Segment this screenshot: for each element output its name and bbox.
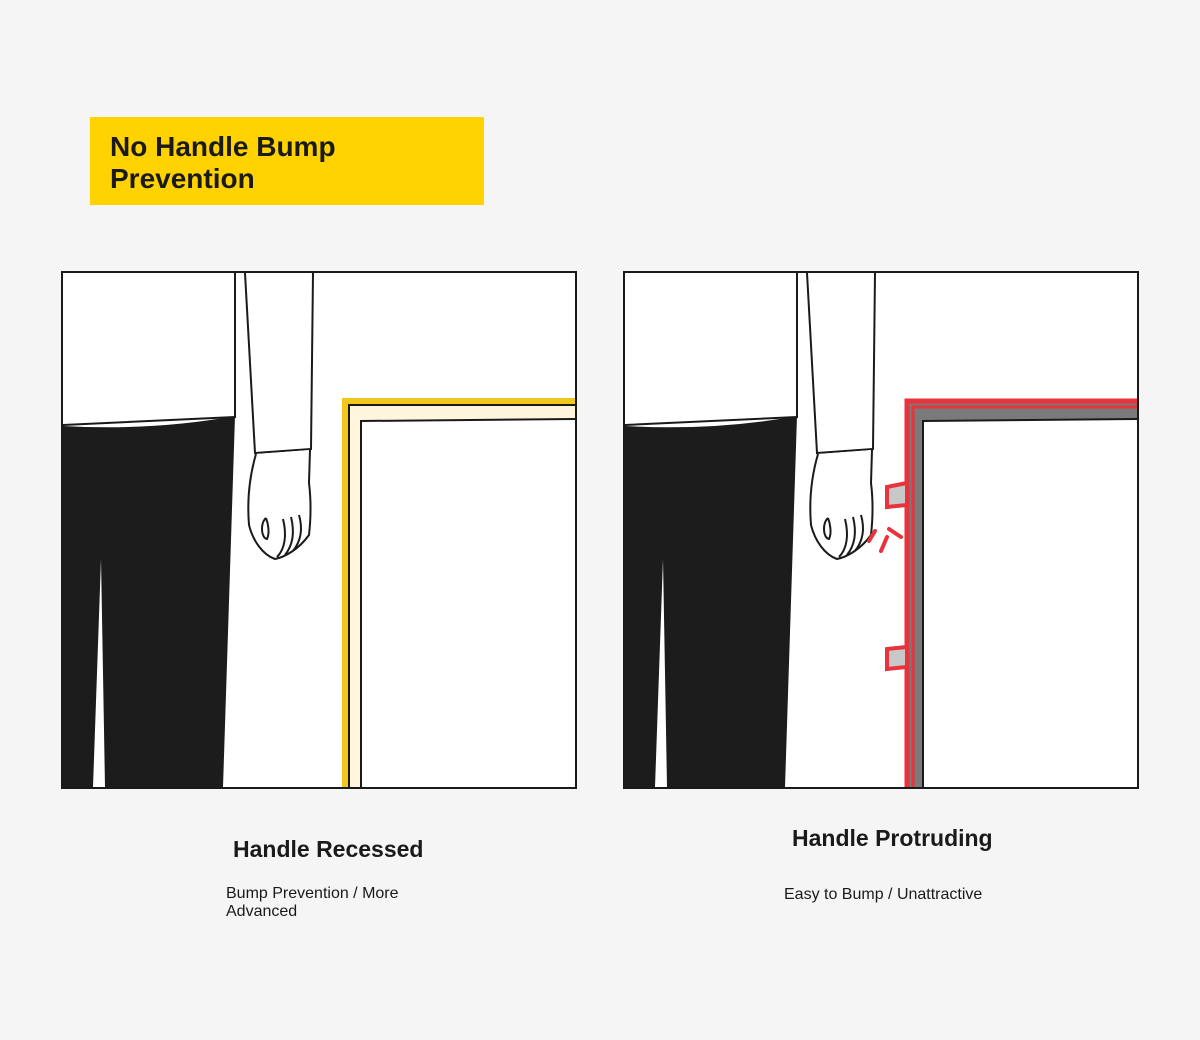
- protruding-caption-subtitle: Easy to Bump / Unattractive: [784, 886, 983, 903]
- sleeve: [245, 273, 313, 453]
- page-title: No Handle Bump Prevention: [110, 131, 336, 194]
- hand: [810, 450, 872, 559]
- recessed-handle-illustration: [61, 271, 577, 789]
- protruding-handle-upper: [887, 483, 907, 507]
- cabinet-door-edge: [361, 419, 575, 787]
- trousers: [625, 416, 797, 787]
- recessed-illustration-svg: [63, 273, 575, 787]
- protruding-handle-illustration: [623, 271, 1139, 789]
- protruding-handle-lower: [887, 647, 907, 669]
- recessed-caption-title: Handle Recessed: [233, 836, 424, 862]
- trousers: [63, 416, 235, 787]
- title-banner: [90, 117, 484, 205]
- sleeve: [807, 273, 875, 453]
- protruding-illustration-svg: [625, 273, 1137, 787]
- shirt-hem: [625, 273, 797, 425]
- protruding-caption-title: Handle Protruding: [792, 825, 993, 851]
- shirt-hem: [63, 273, 235, 425]
- recessed-caption-subtitle: Bump Prevention / More Advanced: [226, 885, 399, 920]
- hand: [248, 450, 310, 559]
- cabinet-door-edge: [923, 419, 1137, 787]
- bump-impact-marks: [869, 529, 901, 551]
